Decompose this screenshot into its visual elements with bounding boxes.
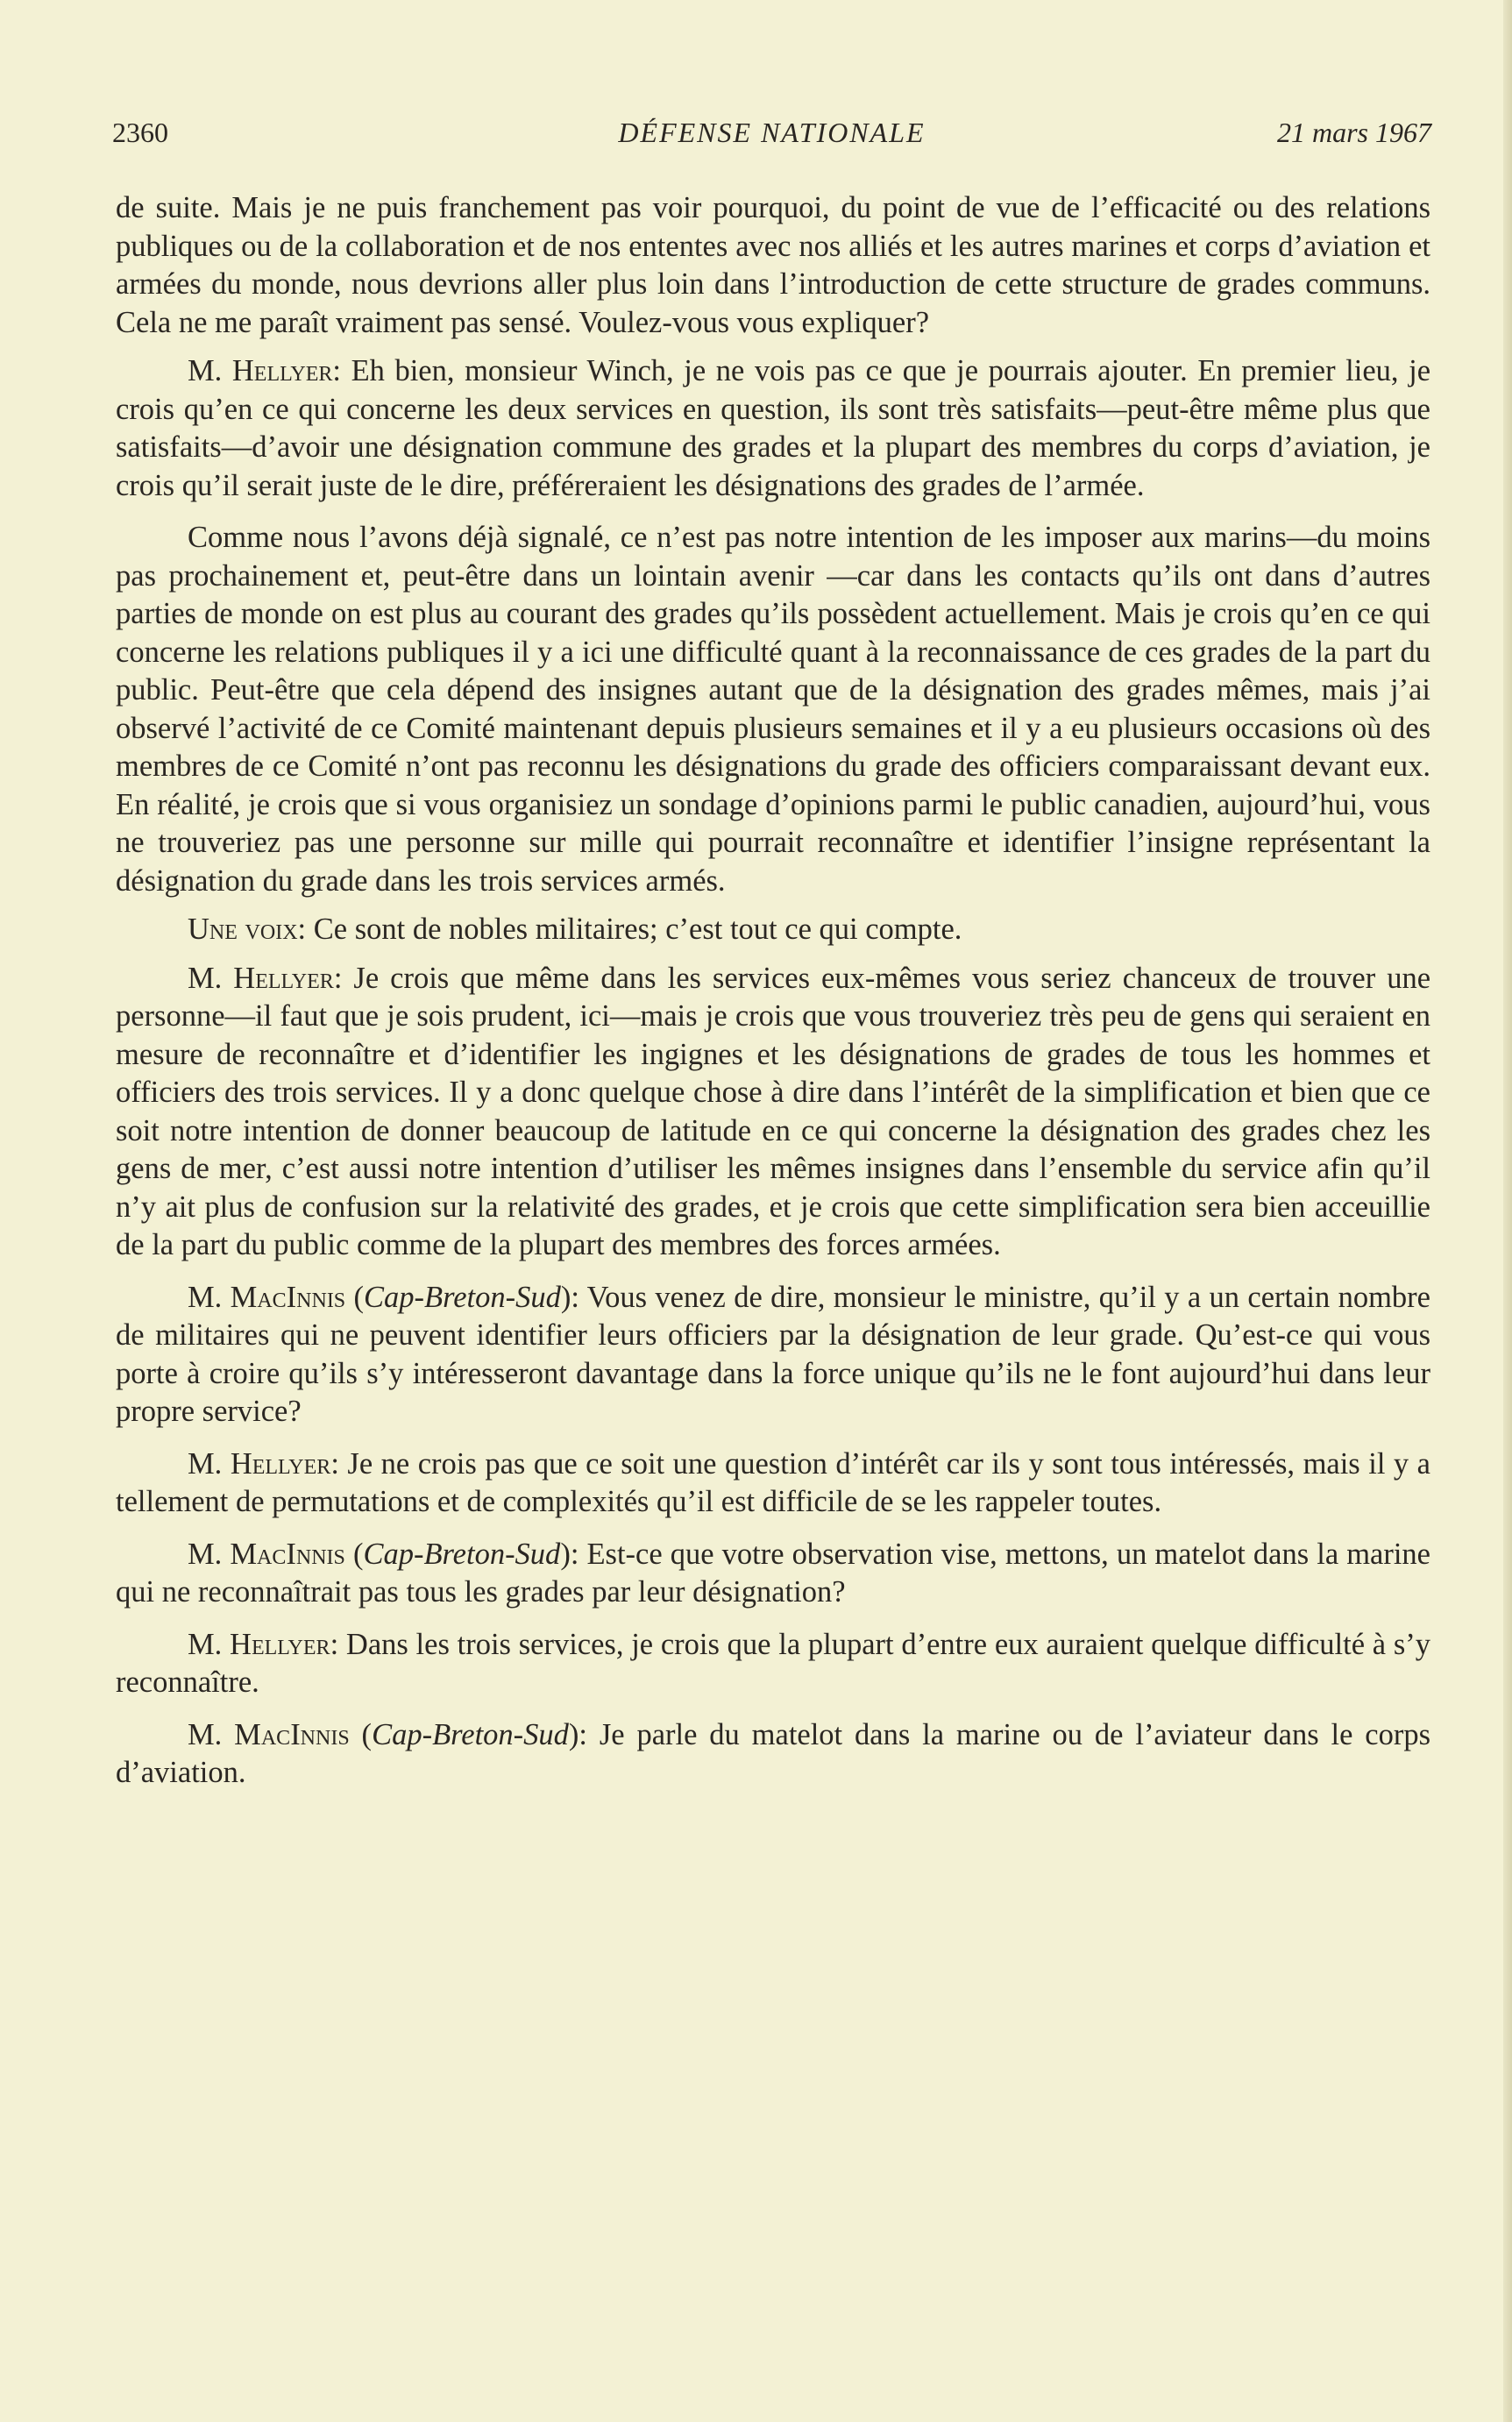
document-body: [116, 189, 1430, 1803]
paragraph-text: : Dans les trois services, je crois que la plupart d’entre eux auraient quelque difficulté à s’y reconnaître.: [116, 1627, 1431, 1699]
page-header: [112, 117, 1431, 160]
speaker-name: M. MacInnis: [188, 1537, 345, 1571]
paragraph-text: : Je ne crois pas que ce soit une question d’intérêt car ils y sont tous intéressés, mais il y a tellement de permutations et de complexités qu’il est difficile de se les rappeler toutes.: [116, 1446, 1430, 1518]
paragraph-text: : Vous venez de dire, monsieur le ministre, qu’il y a un certain nombre de militaires qui ne peuvent identifier leurs officiers par la désignation de leur grade. Qu’est-ce qui vous porte à croire qu’ils s’y intéresseront davantage dans la force unique qu’ils ne le font aujourd’hui dans leur propre service?: [116, 1280, 1430, 1428]
speaker-riding: Cap-Breton-Sud: [363, 1537, 561, 1571]
paragraph: [116, 1626, 1430, 1702]
running-title: DÉFENSE NATIONALE: [618, 117, 926, 148]
paragraph: [116, 911, 1430, 949]
speaker-name: M. MacInnis: [188, 1280, 346, 1314]
speaker-name: M. Hellyer: [188, 354, 333, 387]
paragraph-text: de suite. Mais je ne puis franchement pas voir pourquoi, du point de vue de l’efficacité ou des relations publiques ou de la collaboration et de nos ententes avec nos alliés et les autres marines et corps d’aviation et armées du monde, nous devrions aller plus loin dans l’introduction de cette structure de grades communs. Cela ne me paraît vraiment pas sensé. Voulez-vous vous expliquer?: [116, 191, 1430, 339]
paragraph-text: : Je crois que même dans les services eux-mêmes vous seriez chanceux de trouver une personne—il faut que je sois prudent, ici—mais je crois que vous trouveriez très peu de gens qui seraient en mesure de reconnaître et d’identifier les ingignes et les désignations de grades de tous les hommes et officiers des trois services. Il y a donc quelque chose à dire dans l’intérêt de la simplification et bien que ce soit notre intention de donner beaucoup de latitude en ce qui concerne la désignation des grades chez les gens de mer, c’est aussi notre intention d’utiliser les mêmes insignes dans l’ensemble du service afin qu’il n’y ait plus de confusion sur la relativité des grades, et je crois que cette simplification sera bien acceuillie de la part du public comme de la plupart des membres des forces armées.: [116, 961, 1431, 1261]
paragraph-text: Comme nous l’avons déjà signalé, ce n’est pas notre intention de les imposer aux marins—du moins pas prochainement et, peut-être dans un lointain avenir —car dans les contacts qu’ils ont dans d’autres parties de monde on est plus au courant des grades qu’ils possèdent actuellement. Mais je crois qu’en ce qui concerne les relations publiques il y a ici une difficulté quant à la reconnaissance de ces grades de la part du public. Peut-être que cela dépend des insignes autant que de la désignation des grades mêmes, mais j’ai observé l’activité de ce Comité maintenant depuis plusieurs semaines et il y a eu plusieurs occasions où des membres de ce Comité n’ont pas reconnu les désignations du grade des officiers comparaissant devant eux. En réalité, je crois que si vous organisiez un sondage d’opinions parmi le public canadien, aujourd’hui, vous ne trouveriez pas une personne sur mille qui pourrait reconnaître et identifier l’insigne représentant la désignation du grade dans les trois services armés.: [116, 521, 1430, 898]
paragraph: [116, 1445, 1430, 1522]
paragraph: [116, 519, 1430, 900]
paragraph: M. MacInnis (Cap-Breton-Sud): Vous venez de dire, monsieur le ministre, qu’il y a un certain nombre de militaires qui ne peuvent identifier leurs officiers par la désignation de leur grade. Qu’est-ce qui vous porte à croire qu’ils s’y intéresseront davantage dans la force unique qu’ils ne le font aujourd’hui dans leur propre service?: [116, 1280, 1430, 1428]
paragraph: [116, 189, 1430, 342]
speaker-name: M. Hellyer: [188, 961, 334, 995]
speaker-name: M. Hellyer: [188, 1627, 330, 1661]
page-edge: [1503, 0, 1512, 2422]
paragraph: M. MacInnis (Cap-Breton-Sud): Est-ce que votre observation vise, mettons, un matelot dans la marine qui ne reconnaîtrait pas tous les grades par leur désignation?: [116, 1537, 1430, 1609]
paragraph: [116, 960, 1430, 1265]
page-number: 2360: [112, 117, 168, 148]
header-date: 21 mars 1967: [1276, 117, 1431, 148]
paragraph: M. MacInnis (Cap-Breton-Sud): Je parle du matelot dans la marine ou de l’aviateur dans le corps d’aviation.: [116, 1717, 1431, 1789]
paragraph-text: : Je parle du matelot dans la marine ou de l’aviateur dans le corps d’aviation.: [116, 1717, 1431, 1789]
speaker-name: M. Hellyer: [188, 1446, 331, 1481]
paragraph: [116, 352, 1430, 505]
paragraph-text: : Est-ce que votre observation vise, mettons, un matelot dans la marine qui ne reconnaîtrait pas tous les grades par leur désignation?: [116, 1537, 1430, 1609]
speaker-name: M. MacInnis: [188, 1717, 350, 1751]
speaker-name: Une voix: [188, 913, 298, 946]
speaker-riding: Cap-Breton-Sud: [364, 1280, 561, 1314]
paragraph-text: : Eh bien, monsieur Winch, je ne vois pas ce que je pourrais ajouter. En premier lieu, je crois qu’en ce qui concerne les deux services en question, ils sont très satisfaits—peut-être même plus que satisfaits—d’avoir une désignation commune des grades et la plupart des membres du corps d’aviation, je crois qu’il serait juste de le dire, préféreraient les désignations des grades de l’armée.: [116, 354, 1431, 502]
speaker-riding: Cap-Breton-Sud: [372, 1717, 569, 1751]
paragraph-text: : Ce sont de nobles militaires; c’est tout ce qui compte.: [297, 913, 962, 946]
